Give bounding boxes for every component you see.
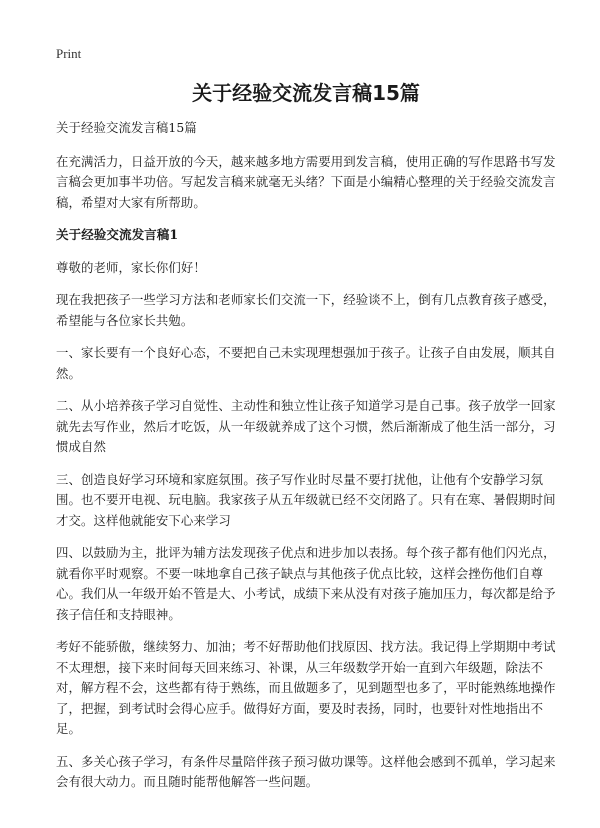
section-heading: 关于经验交流发言稿1 — [56, 227, 179, 242]
greeting-paragraph: 尊敬的老师，家长你们好！ — [56, 259, 206, 275]
print-link[interactable]: Print — [56, 46, 82, 61]
body-paragraph: 二、从小培养孩子学习自觉性、主动性和独立性让孩子知道学习是自己事。孩子放学一回家就先去写作业，然后才吃饭，从一年级就养成了这个习惯，然后渐渐成了他生活一部分，习惯成自然 — [56, 398, 556, 454]
body-paragraph: 三、创造良好学习环境和家庭氛围。孩子写作业时尽量不要打扰他，让他有个安静学习氛围。也不要开电视、玩电脑。我家孩子从五年级就已经不交闭路了。只有在寒、暑假期时间才交。这样他就能安下心来学习 — [56, 471, 556, 528]
body-paragraph: 五、多关心孩子学习，有条件尽量陪伴孩子预习做功课等。这样他会感到不孤单，学习起来会有很大动力。而且随时能帮他解答一些问题。 — [56, 753, 556, 789]
body-paragraph: 考好不能骄傲，继续努力、加油；考不好帮助他们找原因、找方法。我记得上学期期中考试不太理想，接下来时间每天回来练习、补课，从三年级数学开始一直到六年级题，除法不对，解方程不会，这些都有待于熟练，而且做题多了，见到题型也多了，平时能熟练地操作了，把握，到考试时会得心应手。做得好方面，要及时表扬，同时，也要针对性地指出不足。 — [56, 639, 556, 736]
document-body — [56, 118, 556, 805]
intro-paragraph: 在充满活力，日益开放的今天，越来越多地方需要用到发言稿，使用正确的写作思路书写发言稿会更加事半功倍。写起发言稿来就毫无头绪？下面是小编精心整理的关于经验交流发言稿，希望对大家有所帮助。 — [56, 153, 556, 210]
body-paragraph: 四、以鼓励为主，批评为辅方法发现孩子优点和进步加以表扬。每个孩子都有他们闪光点，就看你平时观察。不要一味地拿自己孩子缺点与其他孩子优点比较，这样会挫伤他们自尊心。我们从一年级开始不管是大、小考试，成绩下来从没有对孩子施加压力，每次都是给予孩子信任和支持眼神。 — [56, 545, 556, 622]
body-paragraph: 现在我把孩子一些学习方法和老师家长们交流一下，经验谈不上，倒有几点教育孩子感受，希望能与各位家长共勉。 — [56, 292, 556, 328]
body-paragraph: 一、家长要有一个良好心态，不要把自己未实现理想强加于孩子。让孩子自由发展，顺其自然。 — [56, 345, 556, 381]
document-subtitle: 关于经验交流发言稿15篇 — [56, 120, 197, 135]
document-title: 关于经验交流发言稿15篇 — [192, 81, 420, 105]
